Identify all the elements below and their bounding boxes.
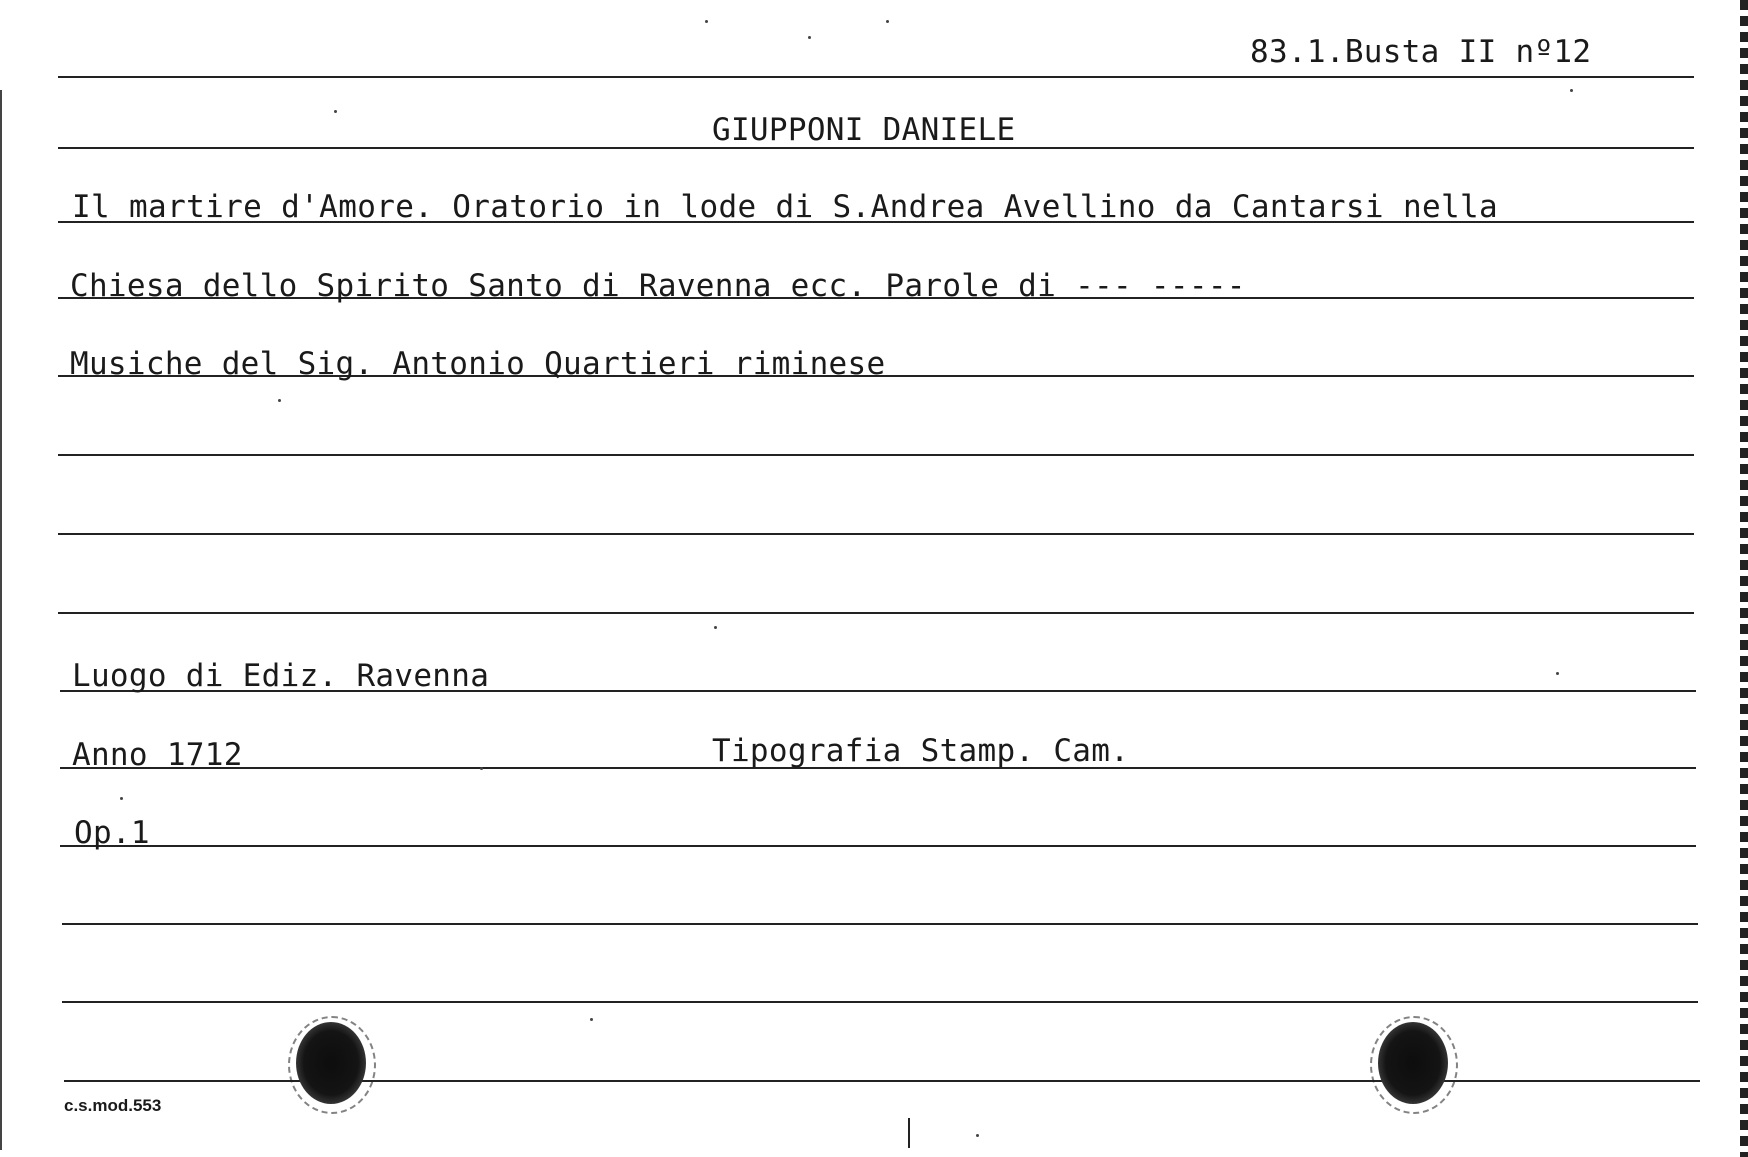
rule-line — [58, 612, 1694, 614]
speck — [886, 20, 889, 23]
title-line-3: Musiche del Sig. Antonio Quartieri riminese — [70, 346, 886, 382]
title-line-2: Chiesa dello Spirito Santo di Ravenna ecc. Parole di --- ----- — [70, 268, 1246, 304]
rule-line — [58, 454, 1694, 456]
speck — [278, 399, 281, 402]
rule-line — [62, 923, 1698, 925]
rule-line — [58, 533, 1694, 535]
speck — [120, 797, 123, 800]
rule-line — [62, 1001, 1698, 1003]
speck — [590, 1018, 593, 1021]
title-line-1: Il martire d'Amore. Oratorio in lode di S.Andrea Avellino da Cantarsi nella — [72, 189, 1499, 225]
speck — [1570, 89, 1573, 92]
speck — [976, 1134, 979, 1137]
speck — [714, 626, 717, 629]
speck — [808, 36, 811, 39]
year: Anno 1712 — [72, 737, 243, 773]
punch-hole-right — [1378, 1022, 1448, 1104]
rule-line — [58, 76, 1694, 78]
center-tick-mark — [908, 1118, 910, 1148]
speck — [705, 20, 708, 23]
rule-line — [60, 845, 1696, 847]
speck — [1556, 672, 1559, 675]
printer: Tipografia Stamp. Cam. — [712, 733, 1130, 769]
author-heading: GIUPPONI DANIELE — [712, 112, 1016, 148]
speck — [480, 767, 483, 770]
form-code: c.s.mod.553 — [64, 1096, 162, 1115]
card-edge-right — [1740, 0, 1748, 1157]
shelfmark: 83.1.Busta II nº12 — [1250, 34, 1592, 70]
card-edge-left — [0, 90, 2, 1150]
punch-hole-left — [296, 1022, 366, 1104]
place-of-edition: Luogo di Ediz. Ravenna — [72, 658, 490, 694]
speck — [334, 110, 337, 113]
opus: Op.1 — [74, 815, 150, 851]
